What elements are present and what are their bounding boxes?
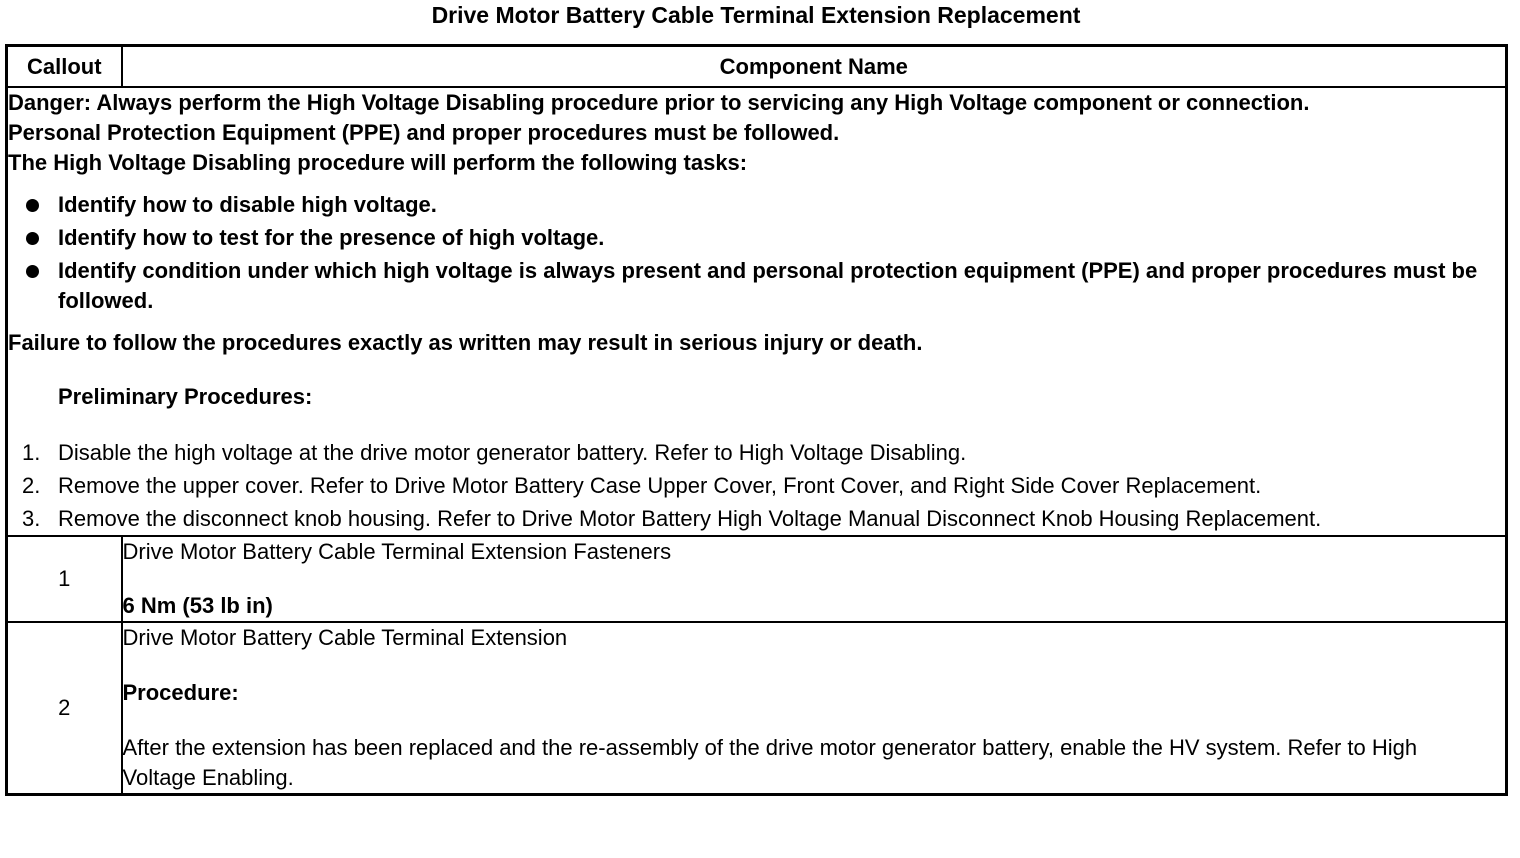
- table-header-row: [7, 46, 1507, 88]
- table-row: [7, 622, 1507, 795]
- task-bullet-list: [8, 190, 1505, 316]
- danger-statement: Danger: Always perform the High Voltage Disabling procedure prior to servicing any High Voltage component or connection.: [8, 90, 1310, 115]
- bullet-text: Identify how to test for the presence of high voltage.: [58, 225, 605, 250]
- ppe-statement: Personal Protection Equipment (PPE) and proper procedures must be followed.: [8, 120, 840, 145]
- callout-number: 1: [7, 536, 122, 622]
- callout-number: 2: [7, 622, 122, 795]
- document-title: Drive Motor Battery Cable Terminal Extension Replacement: [431, 2, 1081, 28]
- bullet-text: Identify how to disable high voltage.: [58, 192, 437, 217]
- tasks-intro: The High Voltage Disabling procedure will perform the following tasks:: [8, 150, 748, 175]
- header-component-name: Component Name: [122, 46, 1507, 88]
- table-row: [7, 536, 1507, 622]
- list-item: [8, 502, 1505, 535]
- list-item: [8, 436, 1505, 469]
- component-name: Drive Motor Battery Cable Terminal Extension: [122, 625, 568, 650]
- bullet-icon: [26, 199, 39, 212]
- danger-row: [7, 87, 1507, 536]
- danger-cell: [7, 87, 1507, 536]
- step-number: 1.: [22, 440, 41, 465]
- list-item: [8, 223, 1505, 253]
- torque-spec: 6 Nm (53 lb in): [122, 593, 273, 618]
- procedure-text: After the extension has been replaced and the re-assembly of the drive motor generator battery, enable the HV system. Refer to High Voltage Enabling.: [122, 735, 1418, 790]
- bullet-text: Identify condition under which high voltage is always present and personal protection equipment (PPE) and proper procedures must be followed.: [58, 258, 1478, 313]
- component-name: Drive Motor Battery Cable Terminal Extension Fasteners: [122, 539, 672, 564]
- step-text: Disable the high voltage at the drive motor generator battery. Refer to High Voltage Disabling.: [58, 440, 967, 465]
- preliminary-steps-list: [8, 436, 1505, 535]
- list-item: [8, 190, 1505, 220]
- list-item: [8, 469, 1505, 502]
- bullet-icon: [26, 232, 39, 245]
- step-text: Remove the disconnect knob housing. Refer to Drive Motor Battery High Voltage Manual Disconnect Knob Housing Replacement.: [58, 506, 1322, 531]
- header-callout: Callout: [7, 46, 122, 88]
- step-text: Remove the upper cover. Refer to Drive Motor Battery Case Upper Cover, Front Cover, and Right Side Cover Replacement.: [58, 473, 1262, 498]
- bullet-icon: [26, 265, 39, 278]
- step-number: 3.: [22, 506, 41, 531]
- failure-warning: Failure to follow the procedures exactly as written may result in serious injury or death.: [8, 330, 923, 355]
- component-cell: [122, 622, 1507, 795]
- list-item: [8, 256, 1505, 316]
- step-number: 2.: [22, 473, 41, 498]
- preliminary-heading: Preliminary Procedures:: [58, 384, 313, 409]
- procedure-heading: Procedure:: [122, 680, 239, 705]
- component-cell: [122, 536, 1507, 622]
- procedure-table: [5, 44, 1508, 796]
